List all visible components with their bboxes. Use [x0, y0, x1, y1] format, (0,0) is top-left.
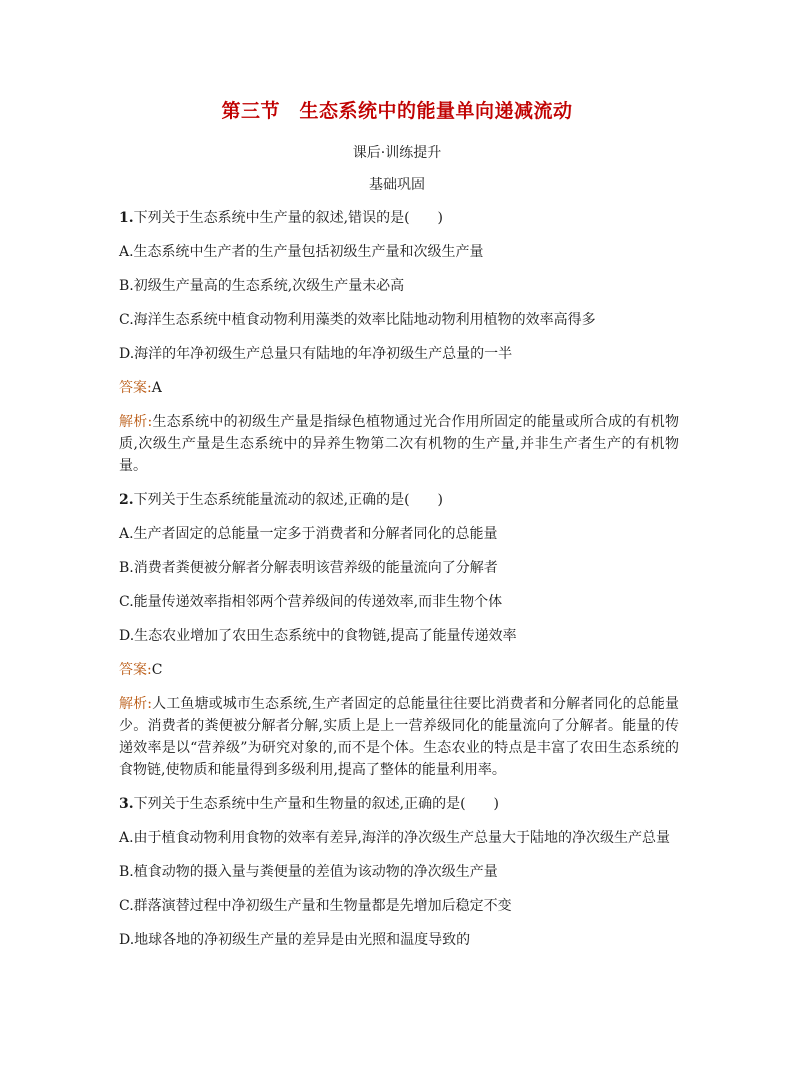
explanation-label: 解析:	[119, 696, 152, 712]
question-list	[119, 207, 679, 963]
option-b: B.初级生产量高的生态系统,次级生产量未必高	[119, 278, 405, 294]
page-title: 第三节 生态系统中的能量单向递减流动	[221, 100, 573, 122]
option-c: C.能量传递效率指相邻两个营养级间的传递效率,而非生物个体	[119, 594, 503, 610]
question-stem	[119, 793, 679, 815]
answer-line	[119, 659, 679, 681]
question-3	[119, 793, 679, 951]
question-number: 2.	[119, 492, 134, 508]
option-b: B.植食动物的摄入量与粪便量的差值为该动物的净次级生产量	[119, 864, 498, 880]
explanation-text: 生态系统中的初级生产量是指绿色植物通过光合作用所固定的能量或所合成的有机物质,次级生产量是生态系统中的异养生物第二次有机物的生产量,并非生产者生产的有机物量。	[119, 414, 680, 474]
explanation-text: 人工鱼塘或城市生态系统,生产者固定的总能量往往要比消费者和分解者同化的总能量少。消费者的粪便被分解者分解,实质上是上一营养级同化的能量流向了分解者。能量的传递效率是以“营养级”为研究对象的,而不是个体。生态农业的特点是丰富了农田生态系统的食物链,使物质和能量得到多级利用,提高了整体的能量利用率。	[119, 696, 680, 778]
option-a: A.生产者固定的总能量一定多于消费者和分解者同化的总能量	[119, 526, 498, 542]
answer-line	[119, 377, 679, 399]
answer-value: A	[151, 380, 162, 396]
question-stem	[119, 489, 679, 511]
question-text: 下列关于生态系统中生产量的叙述,错误的是( )	[133, 210, 443, 226]
answer-label: 答案:	[119, 662, 152, 678]
answer-label: 答案:	[119, 380, 152, 396]
question-text: 下列关于生态系统能量流动的叙述,正确的是( )	[133, 492, 443, 508]
option-d: D.海洋的年净初级生产总量只有陆地的年净初级生产总量的一半	[119, 346, 513, 362]
option-c: C.海洋生态系统中植食动物利用藻类的效率比陆地动物利用植物的效率高得多	[119, 312, 596, 328]
question-1	[119, 207, 679, 477]
question-2	[119, 489, 679, 781]
option-b: B.消费者粪便被分解者分解表明该营养级的能量流向了分解者	[119, 560, 498, 576]
answer-value: C	[151, 662, 163, 678]
explanation	[119, 693, 679, 781]
option-c: C.群落演替过程中净初级生产量和生物量都是先增加后稳定不变	[119, 898, 512, 914]
question-text: 下列关于生态系统中生产量和生物量的叙述,正确的是( )	[133, 796, 499, 812]
section-heading: 课后·训练提升	[352, 145, 442, 161]
subsection-heading: 基础巩固	[369, 177, 425, 193]
option-a: A.生态系统中生产者的生产量包括初级生产量和次级生产量	[119, 244, 484, 260]
option-d: D.地球各地的净初级生产量的差异是由光照和温度导致的	[119, 932, 471, 948]
option-d: D.生态农业增加了农田生态系统中的食物链,提高了能量传递效率	[119, 628, 517, 644]
explanation	[119, 411, 679, 477]
option-a: A.由于植食动物利用食物的效率有差异,海洋的净次级生产总量大于陆地的净次级生产总量	[119, 830, 671, 846]
question-number: 1.	[119, 210, 134, 226]
question-stem	[119, 207, 679, 229]
question-number: 3.	[119, 796, 134, 812]
explanation-label: 解析:	[119, 414, 153, 430]
